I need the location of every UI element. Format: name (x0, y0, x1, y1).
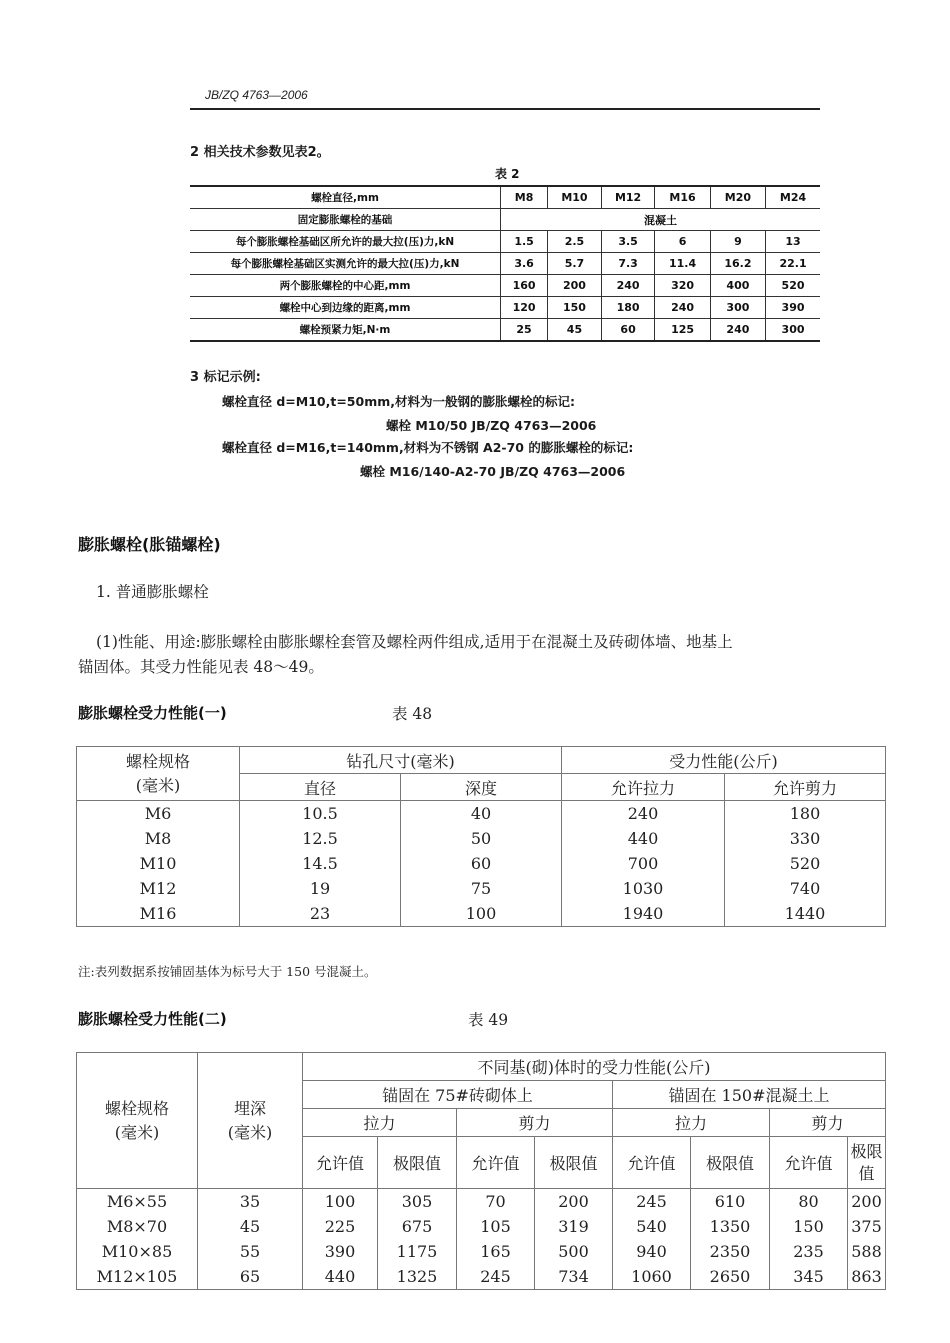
table-cell: 45 (198, 1214, 303, 1239)
table-cell: 940 (613, 1239, 691, 1264)
table-cell: 2.5 (548, 231, 602, 253)
table-cell: 25 (501, 319, 548, 342)
table-cell: 105 (457, 1214, 535, 1239)
table-cell: M8×70 (77, 1214, 198, 1239)
table-cell: 100 (401, 901, 562, 927)
table-cell: 极限 值 (848, 1137, 886, 1189)
table-2-base-row (190, 209, 820, 231)
table-cell: 12.5 (240, 826, 401, 851)
table-cell: 610 (691, 1189, 770, 1215)
table-48-number: 表 48 (392, 705, 433, 723)
table-cell: 330 (725, 826, 886, 851)
page-title: 膨胀螺栓(胀锚螺栓) (78, 535, 221, 554)
table-cell: 3.6 (501, 253, 548, 275)
table-cell: 1440 (725, 901, 886, 927)
table-cell: 允许值 (770, 1137, 848, 1189)
table-row (77, 1264, 886, 1290)
table-cell: 1060 (613, 1264, 691, 1290)
table-cell: 1175 (378, 1239, 457, 1264)
table-row (190, 275, 820, 297)
table-cell: 14.5 (240, 851, 401, 876)
table-cell: M10 (77, 851, 240, 876)
table-49-title: 膨胀螺栓受力性能(二) (78, 1010, 227, 1028)
table-cell: M12 (77, 876, 240, 901)
table-cell: 2650 (691, 1264, 770, 1290)
table-cell: M12×105 (77, 1264, 198, 1290)
table-cell: 9 (710, 231, 765, 253)
table-cell: 675 (378, 1214, 457, 1239)
table-row (77, 851, 886, 876)
table-cell: 60 (601, 319, 655, 342)
table-row (190, 297, 820, 319)
table-row (190, 319, 820, 342)
header-rule (190, 108, 820, 110)
table-cell: 螺栓规格 (毫米) (77, 747, 240, 801)
table-cell: 5.7 (548, 253, 602, 275)
table-cell: 16.2 (710, 253, 765, 275)
table-cell: 1030 (562, 876, 725, 901)
table-cell: 150 (770, 1214, 848, 1239)
table-cell: 13 (766, 231, 820, 253)
table-2 (190, 185, 820, 342)
table-48 (76, 746, 886, 927)
example-mark-1: 螺栓 M10/50 JB/ZQ 4763—2006 (386, 418, 597, 433)
table-cell: 6 (655, 231, 710, 253)
table-cell: 锚固在 75#砖砌体上 (303, 1081, 613, 1109)
section-3-heading: 3 标记示例: (190, 370, 261, 385)
table-cell: 520 (725, 851, 886, 876)
table-cell: 345 (770, 1264, 848, 1290)
table-cell: 35 (198, 1189, 303, 1215)
subtitle: 1. 普通膨胀螺栓 (96, 583, 209, 601)
table-cell: 剪力 (457, 1109, 613, 1137)
table-cell: M20 (710, 186, 765, 209)
table-row (77, 1239, 886, 1264)
table-row (77, 1189, 886, 1215)
table-cell: 允许拉力 (562, 774, 725, 801)
table-cell: 520 (766, 275, 820, 297)
table-cell: 允许值 (303, 1137, 378, 1189)
table-cell: 180 (725, 801, 886, 827)
table-cell: 235 (770, 1239, 848, 1264)
table-row (77, 801, 886, 827)
table-cell: 深度 (401, 774, 562, 801)
table-cell: 588 (848, 1239, 886, 1264)
table-cell: 2350 (691, 1239, 770, 1264)
table-cell: M16 (655, 186, 710, 209)
example-line-2: 螺栓直径 d=M16,t=140mm,材料为不锈钢 A2-70 的膨胀螺栓的标记: (222, 440, 634, 455)
table-cell: 400 (710, 275, 765, 297)
table-cell: 240 (601, 275, 655, 297)
table-row (77, 1214, 886, 1239)
table-cell: 螺栓中心到边缘的距离,mm (190, 297, 501, 319)
table-cell: 钻孔尺寸(毫米) (240, 747, 562, 774)
table-cell: 160 (501, 275, 548, 297)
table-row (190, 253, 820, 275)
table-cell: 11.4 (655, 253, 710, 275)
table-cell: 165 (457, 1239, 535, 1264)
table-cell: 300 (710, 297, 765, 319)
table-cell: M6×55 (77, 1189, 198, 1215)
table-cell: 3.5 (601, 231, 655, 253)
table-cell: 863 (848, 1264, 886, 1290)
table-cell: 740 (725, 876, 886, 901)
table-cell: 埋深 (毫米) (198, 1053, 303, 1189)
table-cell: M8 (77, 826, 240, 851)
table-cell: 440 (303, 1264, 378, 1290)
table-cell: 390 (303, 1239, 378, 1264)
table-cell: 700 (562, 851, 725, 876)
table-cell: 240 (655, 297, 710, 319)
table-cell: 拉力 (303, 1109, 457, 1137)
table-cell: 不同基(砌)体时的受力性能(公斤) (303, 1053, 886, 1081)
table-cell: 受力性能(公斤) (562, 747, 886, 774)
table-row (190, 231, 820, 253)
table-cell: 319 (535, 1214, 613, 1239)
table-cell: 螺栓规格 (毫米) (77, 1053, 198, 1189)
table-48-title: 膨胀螺栓受力性能(一) (78, 704, 227, 722)
table-cell: 40 (401, 801, 562, 827)
table-row (77, 826, 886, 851)
table-cell: 每个膨胀螺栓基础区实测允许的最大拉(压)力,kN (190, 253, 501, 275)
table-cell: M16 (77, 901, 240, 927)
table-cell: 80 (770, 1189, 848, 1215)
table-cell: 50 (401, 826, 562, 851)
table-cell: 极限值 (378, 1137, 457, 1189)
table-cell: 734 (535, 1264, 613, 1290)
table-cell: 245 (457, 1264, 535, 1290)
table-cell: 225 (303, 1214, 378, 1239)
table-cell: 剪力 (770, 1109, 886, 1137)
table-49 (76, 1052, 886, 1290)
table-49-number: 表 49 (468, 1011, 509, 1029)
table-cell: 65 (198, 1264, 303, 1290)
table-cell: 锚固在 150#混凝土上 (613, 1081, 886, 1109)
table-cell: M10×85 (77, 1239, 198, 1264)
table-header-row (77, 747, 886, 774)
table-cell: 200 (548, 275, 602, 297)
table-cell: 直径 (240, 774, 401, 801)
paragraph-line-1: (1)性能、用途:膨胀螺栓由膨胀螺栓套管及螺栓两件组成,适用于在混凝土及砖砌体墙、地基上 (96, 633, 733, 651)
table-cell: 1940 (562, 901, 725, 927)
table-2-caption: 表 2 (495, 167, 520, 181)
table-cell: 45 (548, 319, 602, 342)
table-cell: 10.5 (240, 801, 401, 827)
table-cell: M8 (501, 186, 548, 209)
table-cell: 固定膨胀螺栓的基础 (190, 209, 501, 231)
table-cell: 22.1 (766, 253, 820, 275)
table-cell: 极限值 (535, 1137, 613, 1189)
table-cell: 55 (198, 1239, 303, 1264)
table-row (77, 901, 886, 927)
table-cell: 305 (378, 1189, 457, 1215)
table-cell: 540 (613, 1214, 691, 1239)
table-cell: 245 (613, 1189, 691, 1215)
table-cell: 23 (240, 901, 401, 927)
table-cell: 螺栓直径,mm (190, 186, 501, 209)
table-cell: 200 (848, 1189, 886, 1215)
table-cell: 两个膨胀螺栓的中心距,mm (190, 275, 501, 297)
table-cell: 19 (240, 876, 401, 901)
table-cell: 100 (303, 1189, 378, 1215)
table-cell: 每个膨胀螺栓基础区所允许的最大拉(压)力,kN (190, 231, 501, 253)
table-cell: 125 (655, 319, 710, 342)
table-cell: 390 (766, 297, 820, 319)
table-cell: M10 (548, 186, 602, 209)
table-cell: 60 (401, 851, 562, 876)
table-2-header-row (190, 186, 820, 209)
table-cell: 螺栓预紧力矩,N·m (190, 319, 501, 342)
table-header-row (77, 1053, 886, 1081)
table-cell: 375 (848, 1214, 886, 1239)
table-cell: 允许值 (613, 1137, 691, 1189)
table-cell: 300 (766, 319, 820, 342)
table-cell: 320 (655, 275, 710, 297)
standard-code-header: JB/ZQ 4763—2006 (205, 88, 308, 102)
table-cell: 70 (457, 1189, 535, 1215)
table-cell: 允许值 (457, 1137, 535, 1189)
table-cell: 180 (601, 297, 655, 319)
table-cell: 240 (562, 801, 725, 827)
table-cell: 440 (562, 826, 725, 851)
table-cell: 极限值 (691, 1137, 770, 1189)
table-cell: 混凝土 (501, 209, 821, 231)
table-48-note: 注:表列数据系按铺固基体为标号大于 150 号混凝土。 (78, 964, 377, 979)
table-cell: 75 (401, 876, 562, 901)
table-cell: 允许剪力 (725, 774, 886, 801)
table-cell: 150 (548, 297, 602, 319)
section-2-heading: 2 相关技术参数见表2。 (190, 145, 330, 160)
example-line-1: 螺栓直径 d=M10,t=50mm,材料为一般钢的膨胀螺栓的标记: (222, 394, 575, 409)
table-cell: 1.5 (501, 231, 548, 253)
table-cell: 500 (535, 1239, 613, 1264)
paragraph-line-2: 锚固体。其受力性能见表 48～49。 (78, 658, 324, 676)
table-cell: M12 (601, 186, 655, 209)
table-row (77, 876, 886, 901)
table-cell: M24 (766, 186, 820, 209)
table-cell: 200 (535, 1189, 613, 1215)
table-cell: 1325 (378, 1264, 457, 1290)
table-cell: M6 (77, 801, 240, 827)
table-cell: 拉力 (613, 1109, 770, 1137)
table-cell: 240 (710, 319, 765, 342)
example-mark-2: 螺栓 M16/140-A2-70 JB/ZQ 4763—2006 (360, 464, 626, 479)
table-cell: 120 (501, 297, 548, 319)
table-cell: 1350 (691, 1214, 770, 1239)
table-cell: 7.3 (601, 253, 655, 275)
